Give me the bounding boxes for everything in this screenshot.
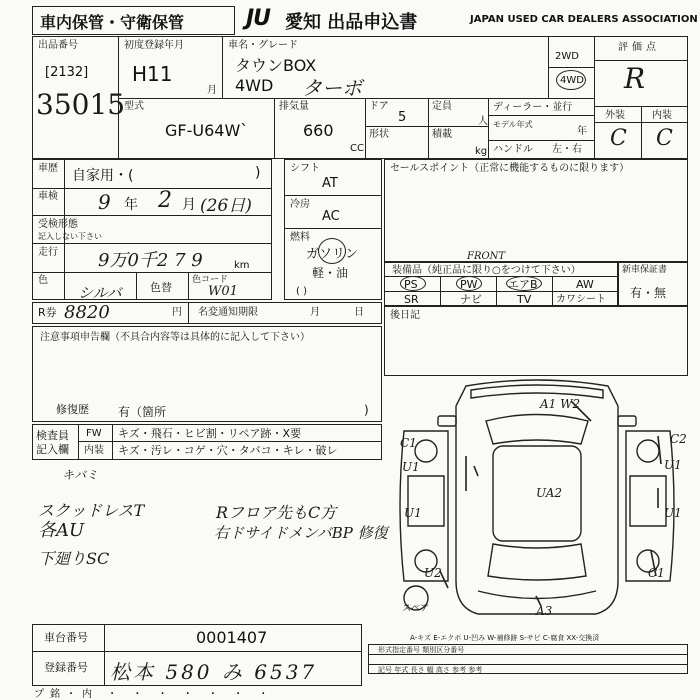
load-unit: kg	[475, 146, 488, 157]
drive-4wd-circle	[556, 70, 586, 90]
entry-number: 35015	[36, 88, 126, 121]
front-bumper	[471, 385, 603, 398]
mark-c1-left: C1	[400, 436, 417, 450]
wheel-fl	[415, 440, 437, 462]
inspector-label: 検査員記入欄	[36, 429, 69, 456]
repair-label: 修復歴	[56, 403, 89, 416]
mark-u1-front-right: U1	[664, 458, 682, 472]
ext-value: C	[610, 126, 627, 151]
score-label: 評価点	[618, 42, 660, 53]
fuel-label: 燃料	[290, 232, 310, 243]
equip-seat: カワシート	[556, 294, 606, 305]
windshield	[486, 415, 588, 445]
recycle-value: 8820	[64, 302, 110, 323]
color-label: 色	[38, 275, 48, 286]
fuel-alt: 軽・油	[312, 266, 349, 280]
int-value: C	[656, 126, 673, 151]
after-repair-label: 後日記	[390, 310, 420, 321]
equip-tv: TV	[517, 293, 532, 306]
inspection-year: 9	[98, 190, 111, 214]
mark-ua2: UA2	[536, 486, 563, 500]
dealer-label: ディーラー・並行	[493, 102, 573, 113]
fuel-paren: ( )	[296, 286, 307, 297]
footer-line: プ銘・内 ・ ・ ・ ・ ・ ・ ・	[34, 689, 275, 700]
inspector-fw-text: キズ・飛石・ヒビ割・リペア跡・X要	[118, 427, 302, 440]
mark-u1-mid-right: U1	[664, 506, 682, 520]
registration-value: 松本 580 み 6537	[110, 660, 318, 684]
doors-value: 5	[398, 110, 407, 125]
aircon-label: 冷房	[290, 199, 310, 210]
color-value: シルバ	[78, 284, 122, 302]
mark-u2-rear: U2	[424, 566, 442, 580]
note-studless: スクッドレスT	[38, 501, 145, 520]
repair-close: )	[364, 403, 369, 417]
capacity-unit: 人	[478, 116, 488, 127]
aircon-value: AC	[322, 209, 340, 224]
registration-label: 登録番号	[44, 661, 88, 674]
mileage-label: 走行	[38, 247, 58, 258]
mirror-left	[438, 416, 456, 426]
car-diagram	[386, 376, 688, 626]
note-each-au: 各AU	[38, 520, 85, 541]
mark-a3: A3	[536, 604, 553, 618]
chassis-label: 車台番号	[44, 631, 88, 644]
fuel-value: ガソリン	[306, 247, 359, 262]
tax-month: 月	[310, 307, 320, 318]
inspector-int-text: キズ・汚レ・コゲ・穴・タバコ・キレ・破レ	[118, 444, 338, 457]
handle-label: ハンドル	[493, 144, 533, 155]
mark-c2-right: C2	[670, 432, 687, 446]
inspection-form-label: 受検形態	[38, 219, 78, 230]
ju-logo: JU	[246, 6, 271, 31]
equip-airbag-circle	[506, 276, 542, 291]
model-year-label: モデル年式	[493, 120, 533, 129]
note-underbody: 下廻りSC	[38, 549, 110, 568]
displacement-label: 排気量	[279, 101, 309, 112]
mark-c1-rear: C1	[648, 566, 665, 580]
inspection-label: 車検	[38, 191, 58, 202]
sales-point-box	[384, 159, 688, 262]
car-grade: 4WD	[235, 76, 274, 95]
color-code-label: 色コード	[192, 275, 229, 285]
equip-navi: ナビ	[460, 293, 482, 306]
window-right	[630, 476, 666, 526]
mileage-unit: km	[234, 260, 250, 271]
tax-deadline-label: 名変通知期限	[198, 307, 258, 318]
color-change-label: 色替	[150, 281, 172, 294]
mark-u1-mid-left: U1	[404, 506, 422, 520]
handle-options: 左・右	[552, 144, 582, 155]
mileage-value: 9万0千2 7 9	[98, 250, 203, 271]
mirror-right	[618, 416, 636, 426]
equipment-front-note: FRONT	[467, 251, 506, 262]
model-value: GF-U64W`	[165, 121, 249, 140]
history-label: 車歴	[38, 163, 58, 174]
first-reg-label: 初度登録年月	[124, 40, 184, 51]
history-value: 自家用・(	[72, 168, 134, 184]
form-title: 愛知 出品申込書	[285, 12, 418, 33]
inspection-year-unit: 年	[124, 197, 138, 213]
ext-label: 外装	[605, 110, 625, 121]
equip-pw-circle	[456, 276, 482, 291]
entry-sub: [2132]	[45, 65, 89, 80]
shape-label: 形状	[369, 129, 389, 140]
equipment-label: 装備品（純正品に限り○をつけて下さい）	[392, 265, 581, 276]
legend-line-3: 記号 年式 長さ 幅 高さ 参考 参考	[378, 666, 483, 674]
car-grade-hand: ターボ	[302, 76, 362, 100]
recycle-label: R券	[38, 306, 57, 319]
association-name: JAPAN USED CAR DEALERS ASSOCIATION	[470, 14, 698, 25]
inspection-month: 2	[158, 188, 172, 213]
equip-ps: PS	[404, 278, 418, 291]
inspection-day: (26日)	[200, 196, 252, 216]
drive-2wd: 2WD	[555, 51, 579, 62]
note-kiba: キバミ	[62, 468, 99, 482]
history-close: )	[255, 165, 261, 181]
repair-value: 有（箇所	[118, 405, 167, 419]
car-name-label: 車名・グレード	[228, 40, 298, 51]
inspection-month-unit: 月	[182, 197, 196, 213]
header-title: 車内保管・守衛保管	[40, 13, 185, 32]
equip-sr: SR	[404, 293, 419, 306]
equip-ps-circle	[400, 276, 426, 291]
load-label: 積載	[432, 129, 452, 140]
inspector-int: 内装	[84, 445, 104, 456]
doors-label: ドア	[369, 101, 389, 112]
equip-aw: AW	[576, 278, 594, 291]
shift-label: シフト	[290, 163, 320, 174]
first-reg-month: 月	[207, 85, 217, 96]
score-value: R	[624, 62, 646, 95]
sales-point-label: セールスポイント（正常に機能するものに限ります）	[390, 163, 630, 174]
chassis-value: 0001407	[196, 628, 268, 647]
inspection-form-note: 記入しない下さい	[38, 232, 102, 241]
notice-label: 注意事項申告欄（不具合内容等は具体的に記入して下さい）	[40, 332, 310, 343]
mark-a1-w2: A1 W2	[540, 397, 581, 411]
entry-label: 出品番号	[38, 40, 78, 51]
int-label: 内装	[652, 110, 672, 121]
note-rear-floor: Rフロア先もC方	[216, 503, 337, 522]
car-name: タウンBOX	[235, 56, 317, 75]
warranty-value: 有・無	[630, 286, 667, 300]
legend-line-1: A-キズ E-エクボ U-凹み W-補修跡 S-サビ C-腐食 XX-交換済	[410, 634, 600, 642]
displacement-unit: CC	[350, 143, 364, 154]
displacement-value: 660	[303, 121, 334, 140]
rear-window	[488, 544, 586, 580]
warranty-label: 新車保証書	[622, 265, 668, 275]
legend-line-2: 形式指定番号 類別区分番号	[378, 646, 465, 654]
first-reg-value: H11	[132, 62, 173, 86]
note-side-member: 右ドサイドメンバBP 修復	[214, 524, 388, 542]
drive-4wd: 4WD	[560, 75, 584, 86]
color-code: W01	[208, 284, 238, 299]
mark-u1-front-left: U1	[402, 460, 420, 474]
fuel-circle	[318, 238, 346, 264]
tax-day: 日	[354, 307, 364, 318]
capacity-label: 定員	[432, 101, 452, 112]
after-repair-box	[384, 306, 688, 376]
wheel-fr	[637, 440, 659, 462]
recycle-unit: 円	[172, 307, 182, 318]
model-year-unit: 年	[577, 126, 587, 137]
model-label: 型式	[124, 101, 144, 112]
shift-value: AT	[322, 176, 338, 191]
spare-label: スペア	[402, 604, 430, 614]
equip-airbag: エアB	[508, 278, 538, 291]
inspector-fw: FW	[86, 428, 102, 439]
equip-pw: PW	[460, 278, 478, 291]
